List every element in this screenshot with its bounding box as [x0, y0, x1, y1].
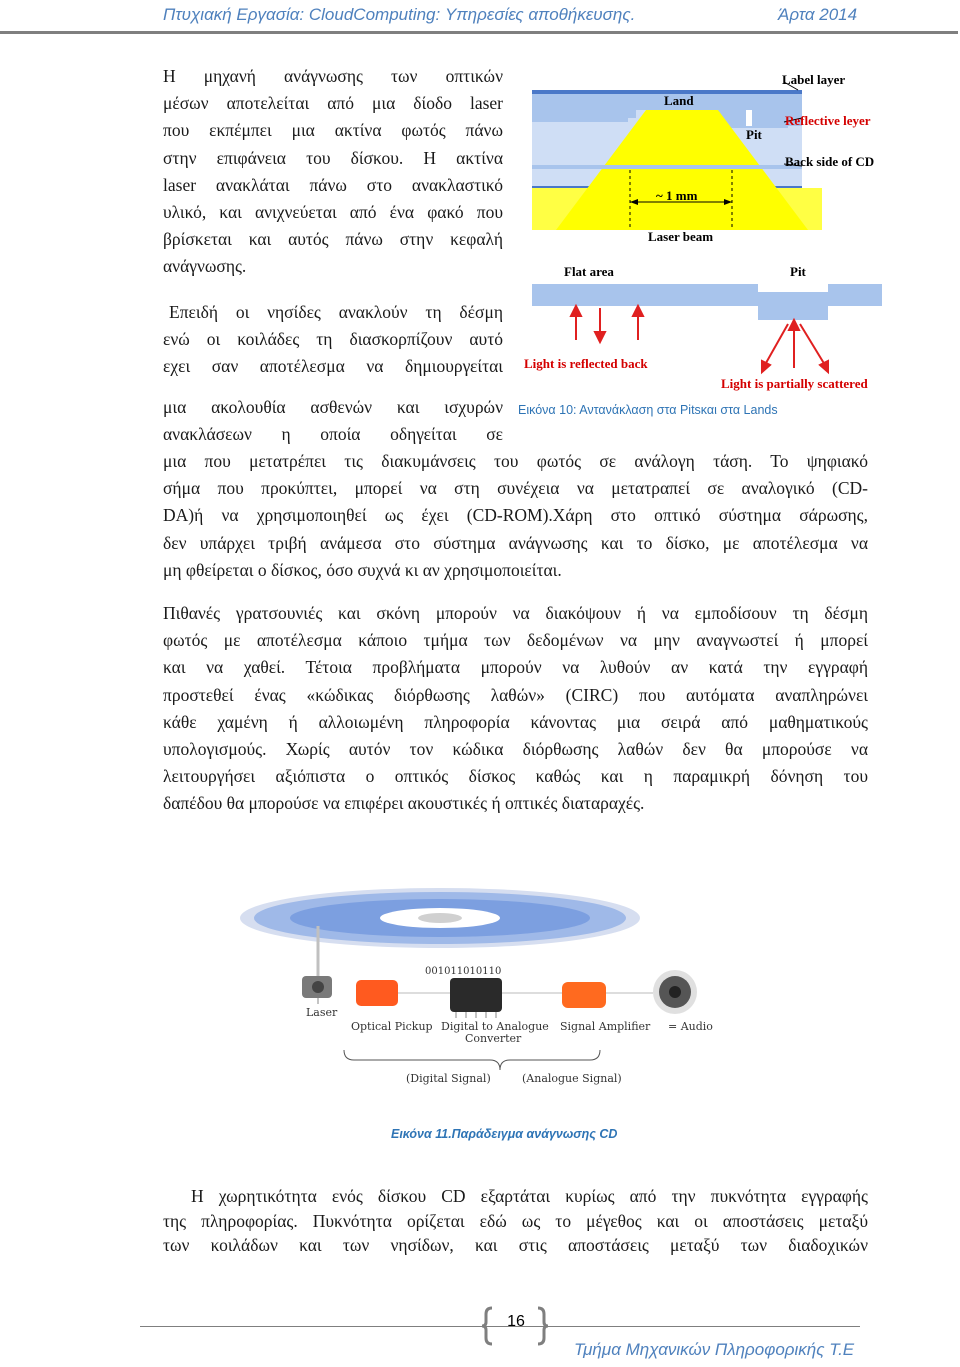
text-line: μέσων αποτελείται από μια δίοδο laser	[163, 93, 503, 114]
page-footer	[0, 1300, 960, 1367]
text-line: Η μηχανή ανάγνωσης των οπτικών	[163, 66, 503, 86]
digital-signal-bracket	[344, 1050, 500, 1070]
text-line: προστεθεί ένας «κώδικας διόρθωσης λαθών» (CIRC) που αυτόματα αναπληρώνει	[163, 684, 868, 705]
size-text: ~ 1 mm	[656, 188, 698, 203]
dac-label-2: Converter	[465, 1032, 522, 1045]
text-line: βρίσκεται και αυτός πάνω στην κεφαλή	[163, 229, 503, 250]
amplifier-label: Signal Amplifier	[560, 1020, 651, 1033]
paragraph-reader-intro	[163, 63, 503, 281]
pit-edge	[746, 110, 752, 126]
back-side-text: Back side of CD	[785, 154, 875, 169]
reflected-text: Light is reflected back	[524, 356, 648, 371]
laser-lens	[312, 981, 324, 993]
audio-label: = Audio	[668, 1020, 713, 1033]
text-line: μη φθείρεται ο δίσκος, όσο συχνά κι αν χρησιμοποιείται.	[163, 559, 562, 580]
text-line: στην επιφάνεια του δίσκου. Η ακτίνα	[163, 147, 503, 168]
figure-11-caption	[391, 1127, 617, 1141]
back-side-line	[532, 165, 802, 169]
analogue-signal-bracket	[500, 1050, 600, 1070]
figure-11-caption-prefix: Εικόνα 11.	[391, 1127, 452, 1141]
optical-pickup-label: Optical Pickup	[351, 1020, 433, 1033]
cd-flat-area-section	[532, 284, 882, 320]
header-title: Πτυχιακή Εργασία: CloudComputing: Υπηρεσίες αποθήκευσης.	[163, 5, 636, 24]
paragraph-capacity	[163, 1184, 868, 1258]
text-line: των κοιλάδων και των νησίδων, και στις αποστάσεις μεταξύ των διαδοχικών	[163, 1235, 868, 1255]
label-layer-text: Label layer	[782, 72, 846, 87]
paragraph-reflection-cont	[163, 394, 503, 448]
text-line: φωτός με αποτέλεσμα κάποιο τμήμα των δεδομένων να μην αναγνωστεί ή μπορεί	[163, 630, 868, 651]
text-line: Επειδή οι νησίδες ανακλούν τη δέσμη	[169, 302, 503, 322]
dac-chip	[450, 978, 502, 1012]
text-line: της πληροφορίας. Πυκνότητα ορίζεται εδώ ως το μέγεθος και οι αποστάσεις μεταξύ	[163, 1210, 868, 1231]
text-line: υλικό, και ανιχνεύεται από ένα φακό που	[163, 202, 503, 223]
laser-label: Laser	[306, 1006, 338, 1019]
analogue-signal-label: (Analogue Signal)	[522, 1072, 622, 1085]
page-header	[0, 4, 960, 34]
text-line: λειτουργήσει αξιόπιστα ο οπτικός δίσκος καθώς και η παραμικρή δόνηση του	[163, 766, 868, 787]
text-line: ανακλάσεων η οποία οδηγείται σε	[163, 424, 503, 445]
footer-department: Τμήμα Μηχανικών Πληροφορικής Τ.Ε	[574, 1340, 855, 1359]
figure-11-caption-text: Παράδειγμα ανάγνωσης CD	[451, 1127, 618, 1141]
optical-pickup-device	[356, 980, 398, 1006]
digital-signal-label: (Digital Signal)	[406, 1072, 491, 1085]
text-line: laser ανακλάται πάνω στο ανακλαστικό	[163, 174, 503, 195]
text-line: εχει σαν αποτέλεσμα να δημιουργείται	[163, 356, 503, 377]
text-line: Η χωρητικότητα ενός δίσκου CD εξαρτάται κυρίως από την πυκνότητα εγγραφής	[191, 1186, 868, 1206]
flat-area-text: Flat area	[564, 264, 614, 279]
figure-10-caption: Εικόνα 10: Αντανάκλαση στα Pitsκαι στα Lands	[518, 403, 778, 417]
text-line: δεν υπάρχει τριβή ανάμεσα στο σύστημα ανάγνωσης και το δίσκο, με αποτέλεσμα να	[163, 532, 868, 553]
text-line: που εκπέμπει μια ακτίνα φωτός πάνω	[163, 120, 503, 141]
pit-text: Pit	[746, 127, 762, 142]
header-date: Άρτα 2014	[778, 5, 858, 24]
text-line: Πιθανές γρατσουνιές και σκόνη μπορούν να διακόψουν ή να εμποδίσουν τη δέσμη	[163, 603, 868, 623]
paragraph-scratches	[163, 600, 868, 818]
text-line: μια που μετατρέπει τις διακυμάνσεις του φωτός σε ανάλογη τάση. Το ψηφιακό	[163, 451, 868, 471]
land-text: Land	[664, 93, 694, 108]
figure-11-cd-reading	[230, 880, 730, 1110]
text-line: σήμα που προκύπτει, μπορεί να στη συνέχεια να μετατραπεί σε αναλογικό (CD-	[163, 478, 868, 499]
text-line: μια ακολουθία ασθενών και ισχυρών	[163, 397, 503, 417]
bit-stream: 001011010110	[425, 966, 502, 977]
scattered-text: Light is partially scattered	[721, 376, 868, 391]
text-line: κάθε χαμένη ή αλλοιωμένη πληροφορία κάνοντας μια σειρά από μαθηματικούς	[163, 711, 868, 732]
page-number: 16	[507, 1313, 525, 1330]
header-rule	[0, 31, 958, 34]
text-line: και να χαθεί. Τέτοια προβλήματα μπορούν να λυθούν αν κατά την εγγραφή	[163, 657, 868, 678]
dac-label: Digital to Analogue	[441, 1020, 549, 1033]
laser-beam-text: Laser beam	[648, 229, 714, 244]
paragraph-reflection-full	[163, 448, 868, 584]
text-line: δαπέδου θα μπορούσε να επιφέρει ακουστικές ή οπτικές διαταραχές.	[163, 793, 645, 814]
figure-10-cd-reflection	[518, 70, 898, 400]
scattered-arrows	[762, 320, 828, 372]
pit2-text: Pit	[790, 264, 806, 279]
text-line: ανάγνωσης.	[163, 256, 247, 277]
reflective-layer-text: Reflective leyer	[785, 113, 871, 128]
amplifier-device	[562, 982, 606, 1008]
reflected-arrows	[571, 306, 643, 342]
text-line: υπολογισμούς. Χωρίς αυτόν τον κώδικα διόρθωσης λαθών δεν θα μπορούσε να	[163, 739, 868, 760]
chip-pins	[456, 1012, 496, 1018]
text-line: DA)ή να χρησιμοποιηθεί ως έχει (CD-ROM).Χάρη στο οπτικό σύστημα σάρωσης,	[163, 505, 868, 526]
paragraph-reflection	[163, 299, 503, 381]
text-line: ενώ οι κοιλάδες τη διασκορπίζουν αυτό	[163, 329, 503, 350]
cd-hole	[418, 913, 462, 923]
speaker-center	[669, 986, 681, 998]
